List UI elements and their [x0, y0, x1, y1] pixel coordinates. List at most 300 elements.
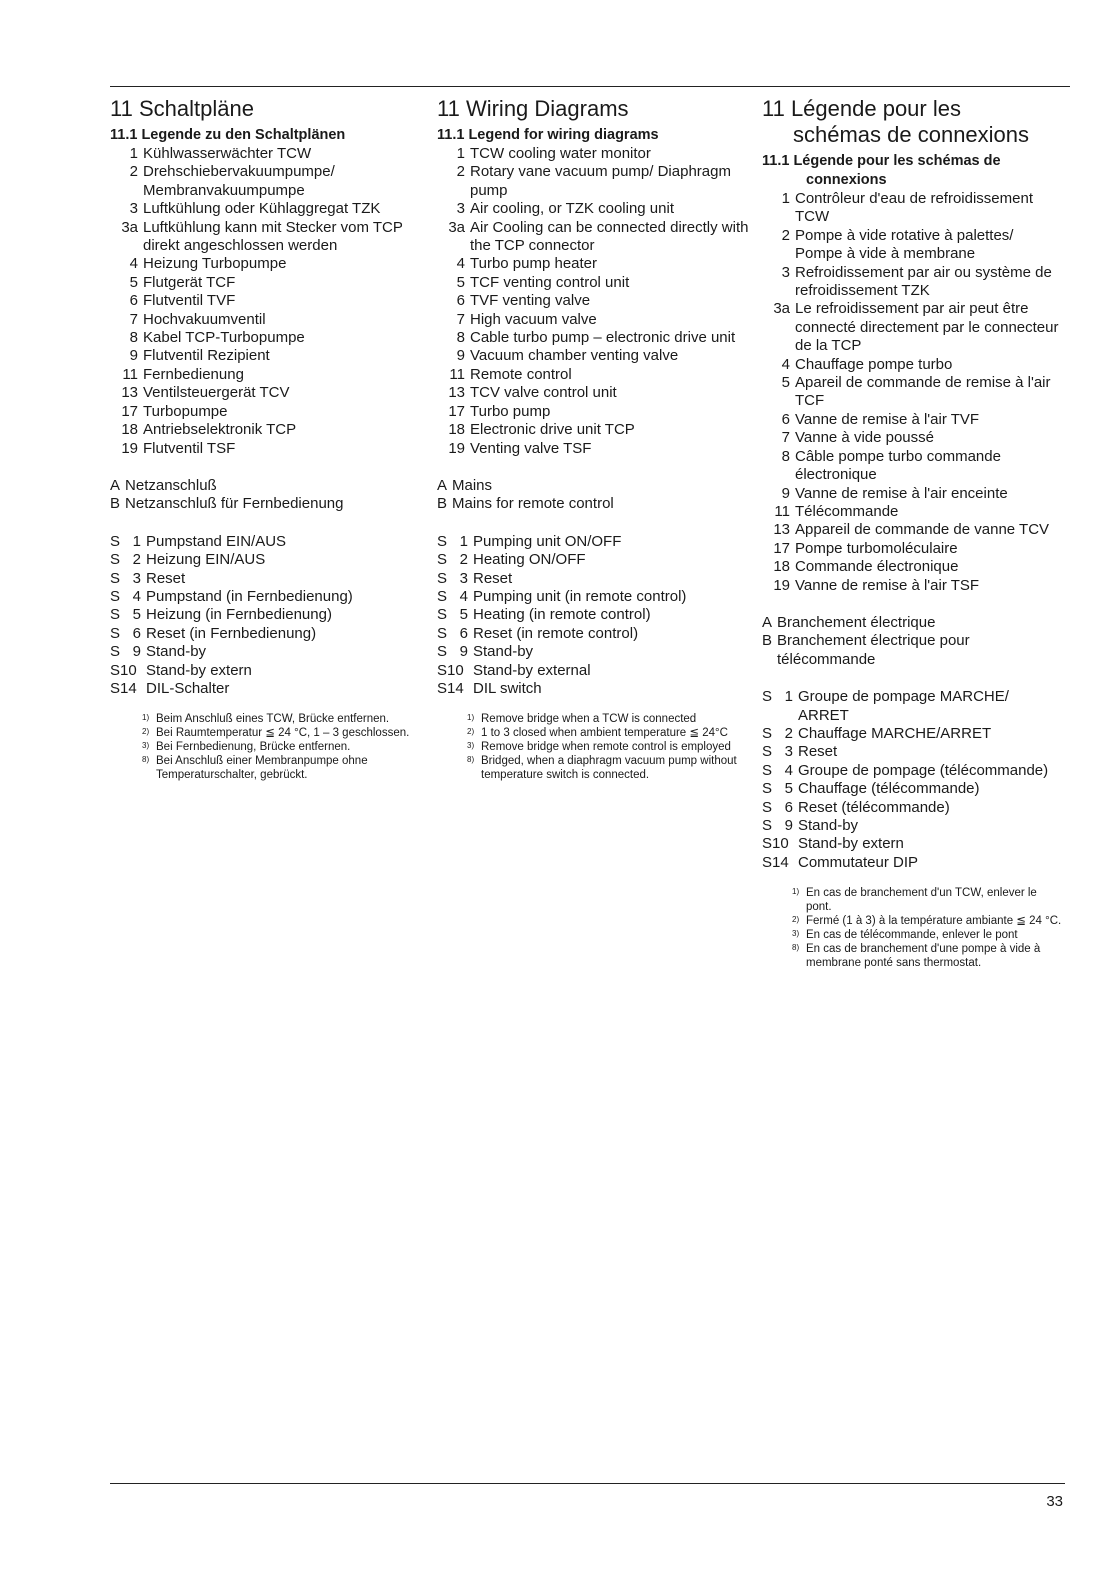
legend-item: [437, 311, 755, 329]
legend-number: 3: [129, 200, 138, 218]
switch-key: S14: [110, 679, 137, 697]
switch-text: Pumping unit ON/OFF: [473, 532, 622, 550]
switch-key: S: [762, 780, 773, 798]
heading-line-1: 11 Légende pour les: [762, 96, 961, 121]
switch-item: [762, 817, 1062, 835]
legend-item: [762, 374, 1062, 411]
footnote-mark: 3): [142, 741, 150, 751]
connection-list: [110, 477, 430, 514]
legend-number: 3: [456, 200, 465, 218]
footnote-text: Bei Fernbedienung, Brücke entfernen.: [156, 741, 351, 754]
switch-text: Stand-by external: [473, 661, 591, 679]
legend-number: 13: [121, 384, 138, 402]
footnote-list: [110, 712, 430, 782]
switch-text: Stand-by: [473, 643, 534, 661]
legend-number: 8: [456, 329, 465, 347]
footnote-item: [467, 726, 755, 740]
switch-key: S: [437, 587, 448, 605]
switch-item: [110, 606, 430, 624]
legend-number: 6: [456, 292, 465, 310]
switch-text: Chauffage (télécommande): [798, 780, 980, 798]
footnote-item: [142, 754, 430, 782]
connection-key: B: [110, 495, 121, 513]
footnote-mark: 8): [792, 943, 800, 953]
switch-item: [437, 662, 755, 680]
switch-number: 2: [459, 551, 468, 569]
legend-text: Vacuum chamber venting valve: [470, 347, 679, 365]
switch-key: S: [762, 798, 773, 816]
legend-number: 19: [773, 576, 790, 594]
switch-number: 1: [459, 532, 468, 550]
switch-key: S10: [110, 661, 137, 679]
switch-item: [762, 799, 1062, 817]
legend-text: Flutventil TSF: [143, 439, 236, 457]
switch-number: 9: [784, 817, 793, 834]
legend-number: 5: [781, 374, 790, 392]
switch-number: 6: [459, 624, 468, 642]
legend-text: Commande électronique: [795, 558, 959, 576]
switch-text: Commutateur DIP: [798, 853, 919, 871]
switch-text: Stand-by: [798, 817, 859, 834]
legend-number: 7: [129, 310, 138, 328]
switch-number: 4: [784, 761, 793, 779]
switch-key: S14: [762, 853, 789, 871]
switch-key: S: [437, 624, 448, 642]
switch-key: S: [437, 606, 448, 624]
switch-item: [437, 551, 755, 569]
footnote-list: [437, 712, 755, 782]
switch-item: [437, 643, 755, 661]
switch-key: S: [437, 569, 448, 587]
switch-number: 2: [132, 551, 141, 569]
switch-number: 6: [132, 624, 141, 642]
switch-key: S: [110, 587, 121, 605]
legend-item: [762, 558, 1062, 576]
legend-text: Vanne de remise à l'air TSF: [795, 576, 980, 594]
switch-item: [437, 680, 755, 698]
legend-number: 13: [773, 521, 790, 539]
switch-number: 4: [459, 587, 468, 605]
connection-text: Mains for remote control: [452, 495, 614, 513]
legend-number: 17: [448, 402, 465, 420]
legend-item: [762, 300, 1062, 355]
switch-text: Groupe de pompage (télécommande): [798, 761, 1049, 779]
footnote-item: [467, 754, 755, 782]
footnote-mark: 8): [142, 755, 150, 765]
legend-item: [437, 274, 755, 292]
legend-item: [762, 521, 1062, 539]
bottom-rule: [110, 1483, 1065, 1484]
connection-text: Netzanschluß: [125, 476, 217, 494]
switch-list: [762, 688, 1062, 872]
connection-item: [110, 495, 430, 513]
footnote-text: Bridged, when a diaphragm vacuum pump without temperature switch is connected.: [481, 755, 737, 782]
legend-number: 4: [781, 355, 790, 373]
footnote-item: [142, 726, 430, 740]
footnote-item: [792, 914, 1062, 928]
legend-item: [110, 329, 430, 347]
legend-text: Vanne de remise à l'air enceinte: [795, 484, 1008, 502]
switch-key: S: [110, 643, 121, 661]
switch-key: S: [110, 569, 121, 587]
footnote-text: Bei Anschluß einer Membranpumpe ohne Temperaturschalter, gebrückt.: [156, 755, 368, 782]
switch-item: [762, 762, 1062, 780]
switch-item: [110, 680, 430, 698]
column-german: [110, 96, 430, 782]
switch-list: [437, 533, 755, 699]
legend-item: [437, 347, 755, 365]
section-heading: 11 Wiring Diagrams: [437, 96, 629, 121]
switch-number: 3: [784, 743, 793, 761]
page-number: 33: [1046, 1493, 1063, 1510]
switch-text: Stand-by extern: [798, 835, 904, 853]
legend-number: 17: [773, 539, 790, 557]
connection-list: [437, 477, 755, 514]
legend-text: Heizung Turbopumpe: [143, 255, 287, 273]
connection-text: Branchement électrique: [777, 613, 936, 631]
section-subheading: 11.1 Legende zu den Schaltplänen: [110, 127, 346, 143]
legend-list: [110, 145, 430, 458]
legend-number: 11: [122, 365, 138, 383]
footnote-mark: 2): [467, 727, 475, 737]
legend-text: TCW cooling water monitor: [470, 145, 651, 162]
legend-number: 9: [781, 484, 790, 502]
legend-item: [110, 163, 430, 200]
footnote-mark: 1): [467, 713, 475, 723]
footnote-text: Remove bridge when remote control is employed: [481, 741, 731, 754]
switch-key: S: [437, 643, 448, 661]
legend-text: Pompe turbomoléculaire: [795, 539, 958, 557]
legend-text: Turbo pump: [470, 402, 551, 420]
switch-number: 2: [784, 724, 793, 742]
footnote-item: [142, 712, 430, 726]
footnote-mark: 2): [142, 727, 150, 737]
switch-number: 3: [132, 569, 141, 587]
legend-number: 6: [781, 410, 790, 428]
legend-number: 11: [449, 365, 465, 383]
legend-text: Câble pompe turbo commande électronique: [795, 447, 1001, 484]
legend-number: 11: [774, 502, 790, 520]
legend-text: Ventilsteuergerät TCV: [143, 384, 290, 402]
legend-number: 17: [121, 402, 138, 420]
legend-text: Kabel TCP-Turbopumpe: [143, 329, 305, 347]
switch-text: Stand-by: [146, 643, 207, 661]
switch-item: [110, 570, 430, 588]
legend-number: 3: [781, 263, 790, 281]
legend-text: Luftkühlung oder Kühlaggregat TZK: [143, 200, 381, 218]
legend-item: [762, 485, 1062, 503]
legend-item: [110, 311, 430, 329]
legend-text: Flutgerät TCF: [143, 273, 236, 291]
legend-number: 3a: [773, 300, 790, 318]
section-subheading: [762, 152, 1062, 190]
legend-number: 4: [129, 255, 138, 273]
legend-item: [110, 440, 430, 458]
legend-item: [762, 448, 1062, 485]
legend-number: 7: [781, 429, 790, 447]
switch-item: [762, 835, 1062, 853]
footnote-item: [467, 712, 755, 726]
top-rule: [110, 86, 1070, 87]
legend-item: [762, 429, 1062, 447]
legend-item: [762, 540, 1062, 558]
footnote-text: En cas de branchement d'une pompe à vide à membrane ponté sans thermostat.: [806, 943, 1041, 970]
legend-item: [762, 264, 1062, 301]
connection-text: Branchement électrique pour télécommande: [777, 632, 970, 668]
legend-number: 6: [129, 292, 138, 310]
legend-text: Flutventil TVF: [143, 292, 236, 310]
switch-item: [762, 854, 1062, 872]
subheading-line-1: 11.1 Légende pour les schémas de: [762, 153, 1001, 169]
switch-key: S: [762, 817, 773, 834]
legend-item: [762, 411, 1062, 429]
switch-number: 3: [459, 569, 468, 587]
legend-text: TCV valve control unit: [470, 384, 617, 402]
switch-number: 9: [459, 643, 468, 661]
switch-key: S: [437, 532, 448, 550]
connection-key: A: [110, 476, 121, 494]
switch-item: [437, 625, 755, 643]
connection-text: Mains: [452, 476, 493, 494]
legend-item: [437, 384, 755, 402]
legend-number: 13: [448, 384, 465, 402]
legend-number: 19: [448, 439, 465, 457]
column-english: [437, 96, 755, 782]
footnote-text: 1 to 3 closed when ambient temperature ≦ 24°C: [481, 727, 728, 740]
heading-line-2: schémas de connexions: [793, 122, 1030, 147]
legend-item: [762, 227, 1062, 264]
legend-item: [762, 190, 1062, 227]
switch-item: [762, 688, 1062, 725]
switch-item: [762, 780, 1062, 798]
legend-text: High vacuum valve: [470, 310, 597, 328]
switch-text: Reset: [473, 569, 513, 587]
legend-text: Air Cooling can be connected directly with the TCP connector: [470, 218, 749, 255]
legend-text: Pompe à vide rotative à palettes/ Pompe à vide à membrane: [795, 226, 1014, 263]
legend-number: 9: [129, 347, 138, 365]
switch-item: [437, 606, 755, 624]
switch-key: S: [762, 743, 773, 761]
connection-item: [110, 477, 430, 495]
legend-number: 8: [781, 447, 790, 465]
legend-list: [437, 145, 755, 458]
connection-key: A: [762, 613, 773, 631]
switch-text: Reset: [798, 743, 838, 761]
section-heading: [762, 96, 1062, 148]
switch-key: S14: [437, 679, 464, 697]
switch-key: S: [437, 551, 448, 569]
footnote-item: [792, 942, 1062, 970]
switch-key: S: [762, 688, 773, 706]
switch-key: S: [110, 624, 121, 642]
footnote-text: Fermé (1 à 3) à la température ambiante ≦ 24 °C.: [806, 915, 1062, 928]
switch-item: [110, 625, 430, 643]
switch-key: S: [110, 551, 121, 569]
legend-text: Fernbedienung: [143, 365, 244, 383]
switch-item: [110, 662, 430, 680]
legend-number: 9: [456, 347, 465, 365]
footnote-text: Remove bridge when a TCW is connected: [481, 713, 697, 726]
legend-item: [762, 577, 1062, 595]
switch-text: Pumping unit (in remote control): [473, 587, 687, 605]
connection-key: B: [437, 495, 448, 513]
legend-text: Venting valve TSF: [470, 439, 592, 457]
legend-text: Kühlwasserwächter TCW: [143, 145, 312, 162]
footnote-mark: 3): [792, 929, 800, 939]
legend-text: TVF venting valve: [470, 292, 591, 310]
switch-text: Reset: [146, 569, 186, 587]
legend-text: TCF venting control unit: [470, 273, 630, 291]
column-french: [762, 96, 1062, 970]
legend-item: [437, 329, 755, 347]
legend-item: [437, 403, 755, 421]
switch-number: 6: [784, 798, 793, 816]
legend-number: 19: [121, 439, 138, 457]
legend-item: [110, 219, 430, 256]
switch-item: [110, 551, 430, 569]
legend-item: [110, 145, 430, 163]
switch-text: Stand-by extern: [146, 661, 252, 679]
legend-item: [110, 366, 430, 384]
legend-text: Electronic drive unit TCP: [470, 421, 635, 439]
legend-item: [437, 255, 755, 273]
legend-number: 1: [456, 145, 465, 162]
legend-text: Le refroidissement par air peut être connecté directement par le connecteur de la TCP: [795, 300, 1059, 355]
legend-number: 1: [129, 145, 138, 162]
legend-number: 3a: [448, 218, 465, 236]
footnote-text: En cas de télécommande, enlever le pont: [806, 929, 1018, 942]
legend-text: Drehschiebervakuumpumpe/ Membranvakuumpumpe: [143, 163, 335, 199]
legend-item: [110, 292, 430, 310]
switch-text: Chauffage MARCHE/ARRET: [798, 724, 992, 742]
legend-text: Flutventil Rezipient: [143, 347, 270, 365]
switch-key: S10: [437, 661, 464, 679]
footnote-text: Bei Raumtemperatur ≦ 24 °C, 1 – 3 geschlossen.: [156, 727, 410, 740]
legend-number: 7: [456, 310, 465, 328]
switch-text: Pumpstand (in Fernbedienung): [146, 587, 353, 605]
legend-item: [110, 200, 430, 218]
connection-list: [762, 614, 1062, 669]
switch-item: [762, 743, 1062, 761]
switch-item: [110, 588, 430, 606]
connection-key: A: [437, 476, 448, 494]
legend-item: [437, 292, 755, 310]
legend-number: 5: [129, 273, 138, 291]
legend-item: [437, 440, 755, 458]
legend-text: Turbopumpe: [143, 402, 228, 420]
legend-item: [437, 145, 755, 163]
legend-text: Télécommande: [795, 502, 899, 520]
legend-text: Turbo pump heater: [470, 255, 598, 273]
legend-item: [437, 421, 755, 439]
footnote-mark: 1): [792, 887, 800, 897]
switch-key: S: [110, 606, 121, 624]
switch-item: [437, 533, 755, 551]
switch-text: DIL switch: [473, 679, 542, 697]
legend-item: [110, 403, 430, 421]
switch-text: Reset (in remote control): [473, 624, 639, 642]
legend-number: 2: [129, 163, 138, 181]
switch-number: 5: [784, 780, 793, 798]
connection-item: [437, 477, 755, 495]
switch-number: 1: [784, 688, 793, 706]
switch-number: 5: [132, 606, 141, 624]
subheading-line-2: connexions: [806, 172, 887, 188]
footnote-mark: 8): [467, 755, 475, 765]
legend-item: [110, 255, 430, 273]
switch-number: 5: [459, 606, 468, 624]
legend-text: Air cooling, or TZK cooling unit: [470, 200, 674, 218]
footnote-list: [762, 886, 1062, 970]
legend-text: Vanne de remise à l'air TVF: [795, 410, 980, 428]
switch-text: Reset (in Fernbedienung): [146, 624, 317, 642]
connection-text: Netzanschluß für Fernbedienung: [125, 495, 344, 513]
legend-item: [437, 200, 755, 218]
switch-text: Heizung EIN/AUS: [146, 551, 266, 569]
switch-item: [110, 643, 430, 661]
switch-text: Pumpstand EIN/AUS: [146, 532, 287, 550]
footnote-mark: 1): [142, 713, 150, 723]
switch-text: Groupe de pompage MARCHE/ ARRET: [798, 688, 1009, 724]
legend-number: 3a: [121, 218, 138, 236]
switch-key: S: [762, 724, 773, 742]
switch-key: S: [110, 532, 121, 550]
legend-item: [110, 421, 430, 439]
switch-item: [437, 570, 755, 588]
legend-number: 18: [121, 421, 138, 439]
legend-text: Refroidissement par air ou système de refroidissement TZK: [795, 263, 1052, 300]
switch-text: Heating ON/OFF: [473, 551, 586, 569]
legend-number: 18: [773, 558, 790, 576]
legend-text: Remote control: [470, 365, 572, 383]
footnote-text: En cas de branchement d'un TCW, enlever le pont.: [806, 887, 1037, 914]
switch-text: Heizung (in Fernbedienung): [146, 606, 332, 624]
legend-text: Hochvakuumventil: [143, 310, 266, 328]
switch-key: S: [762, 761, 773, 779]
legend-text: Luftkühlung kann mit Stecker vom TCP direkt angeschlossen werden: [143, 218, 403, 255]
legend-text: Apareil de commande de remise à l'air TCF: [795, 374, 1051, 410]
legend-number: 5: [456, 273, 465, 291]
legend-text: Antriebselektronik TCP: [143, 421, 297, 439]
connection-key: B: [762, 632, 773, 650]
section-subheading: 11.1 Legend for wiring diagrams: [437, 127, 659, 143]
legend-number: 1: [781, 190, 790, 207]
legend-list: [762, 190, 1062, 595]
footnote-item: [142, 740, 430, 754]
legend-text: Appareil de commande de vanne TCV: [795, 521, 1050, 539]
connection-item: [762, 614, 1062, 632]
connection-item: [437, 495, 755, 513]
switch-list: [110, 533, 430, 699]
legend-item: [110, 274, 430, 292]
legend-text: Rotary vane vacuum pump/ Diaphragm pump: [470, 163, 731, 199]
footnote-mark: 3): [467, 741, 475, 751]
switch-item: [110, 533, 430, 551]
footnote-item: [467, 740, 755, 754]
legend-item: [762, 356, 1062, 374]
legend-item: [110, 384, 430, 402]
switch-item: [437, 588, 755, 606]
legend-item: [110, 347, 430, 365]
legend-item: [437, 219, 755, 256]
connection-item: [762, 632, 1062, 669]
legend-text: Chauffage pompe turbo: [795, 355, 953, 373]
legend-text: Vanne à vide poussé: [795, 429, 934, 447]
legend-text: Contrôleur d'eau de refroidissement TCW: [795, 190, 1033, 226]
legend-item: [437, 366, 755, 384]
legend-number: 18: [448, 421, 465, 439]
legend-item: [437, 163, 755, 200]
